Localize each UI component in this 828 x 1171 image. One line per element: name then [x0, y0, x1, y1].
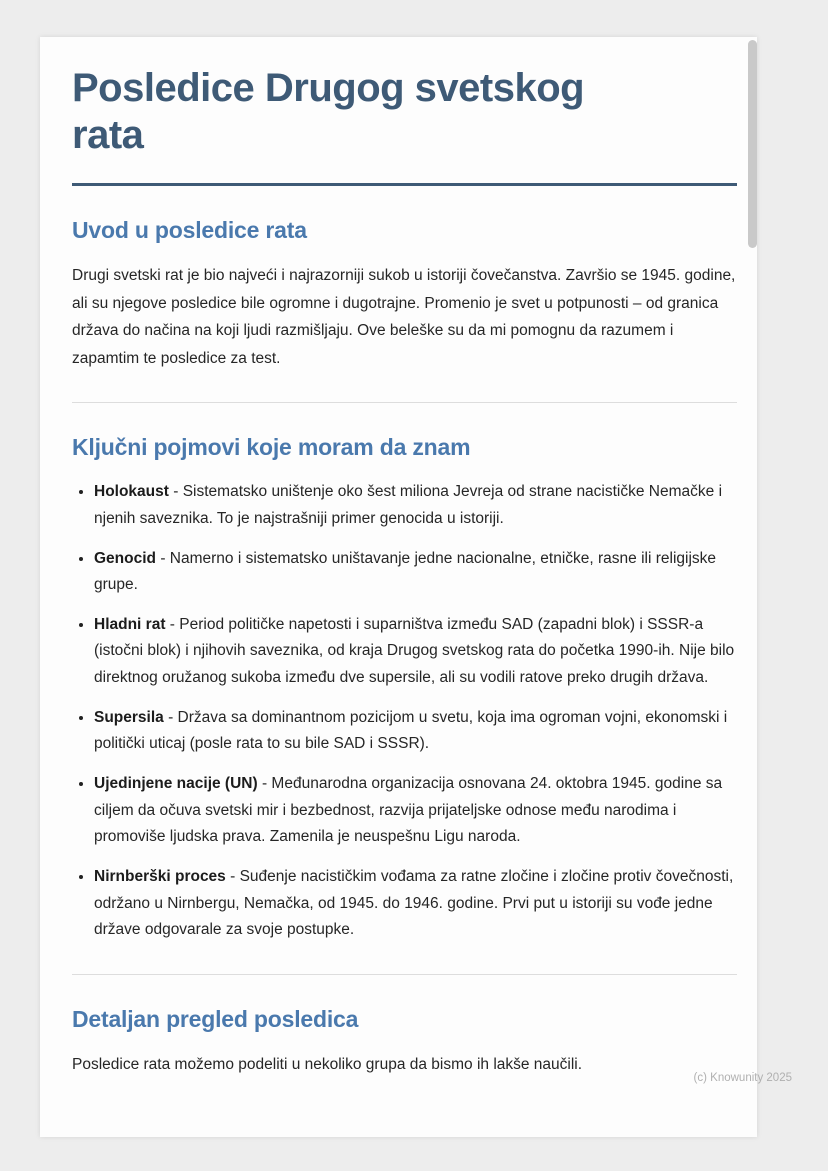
detailed-paragraph: Posledice rata možemo podeliti u nekoliko grupa da bismo ih lakše naučili.: [72, 1055, 583, 1073]
intro-paragraph: Drugi svetski rat je bio najveći i najrazorniji sukob u istoriji čovečanstva. Završio se 1945. godine, ali su njegove posledice bile ogromne i dugotrajne. Promenio je svet u potpunosti – od granica država do načina na koji ljudi razmišljaju. Ove beleške su da mi pomognu da razumem i zapamtim te posledice za test.: [72, 267, 736, 367]
term-definition: - Država sa dominantnom pozicijom u svetu, koja ima ogroman vojni, ekonomski i politički uticaj (posle rata to su bile SAD i SSSR).: [94, 708, 728, 753]
term-label: Ujedinjene nacije (UN): [94, 775, 258, 793]
section-intro: [72, 216, 737, 372]
term-label: Supersila: [94, 708, 164, 726]
term-definition: - Sistematsko uništenje oko šest miliona Jevreja od strane nacističke Nemačke i njenih saveznika. To je najstrašniji primer genocida u istoriji.: [94, 483, 723, 527]
list-item: [94, 546, 737, 599]
list-item: [94, 479, 737, 532]
term-label: Genocid: [94, 549, 157, 567]
section-key-terms: [72, 433, 737, 944]
term-label: Nirnberški proces: [94, 868, 226, 886]
term-definition: - Suđenje nacističkim vođama za ratne zločine i zločine protiv čovečnosti, održano u Nirnbergu, Nemačka, od 1945. do 1946. godine. Prvi put u istoriji su vođe jedne države odgovarale za svoje postupke.: [94, 868, 734, 939]
term-label: Hladni rat: [94, 615, 166, 633]
list-item: [94, 771, 737, 851]
list-item: [94, 705, 737, 758]
document-page: [40, 37, 757, 1137]
page-title: Posledice Drugog svetskog rata: [72, 66, 585, 158]
intro-heading: Uvod u posledice rata: [72, 217, 307, 244]
section-divider: [72, 974, 737, 975]
section-divider: [72, 402, 737, 403]
term-definition: - Namerno i sistematsko uništavanje jedne nacionalne, etničke, rasne ili religijske grupe.: [94, 549, 717, 594]
title-rule: [72, 183, 737, 186]
term-definition: - Period političke napetosti i suparništva između SAD (zapadni blok) i SSSR-a (istočni blok) i njihovih saveznika, od kraja Drugog svetskog rata do početka 1990-ih. Nije bilo direktnog oružanog sukoba između dve supersile, ali su vodili ratove preko drugih država.: [94, 615, 735, 687]
key-terms-heading: Ključni pojmovi koje moram da znam: [72, 434, 471, 461]
section-detailed: [72, 1005, 737, 1078]
list-item: [94, 864, 737, 944]
term-label: Holokaust: [94, 483, 169, 501]
detailed-heading: Detaljan pregled posledica: [72, 1006, 359, 1033]
scrollbar-thumb[interactable]: [748, 40, 757, 248]
watermark: (c) Knowunity 2025: [693, 1072, 792, 1084]
term-definition: - Međunarodna organizacija osnovana 24. oktobra 1945. godine sa ciljem da očuva svetski mir i bezbednost, razvija prijateljske odnose među narodima i promoviše ljudska prava. Zamenila je neuspešnu Ligu naroda.: [94, 775, 723, 846]
list-item: [94, 612, 737, 692]
key-terms-list: [72, 479, 737, 944]
